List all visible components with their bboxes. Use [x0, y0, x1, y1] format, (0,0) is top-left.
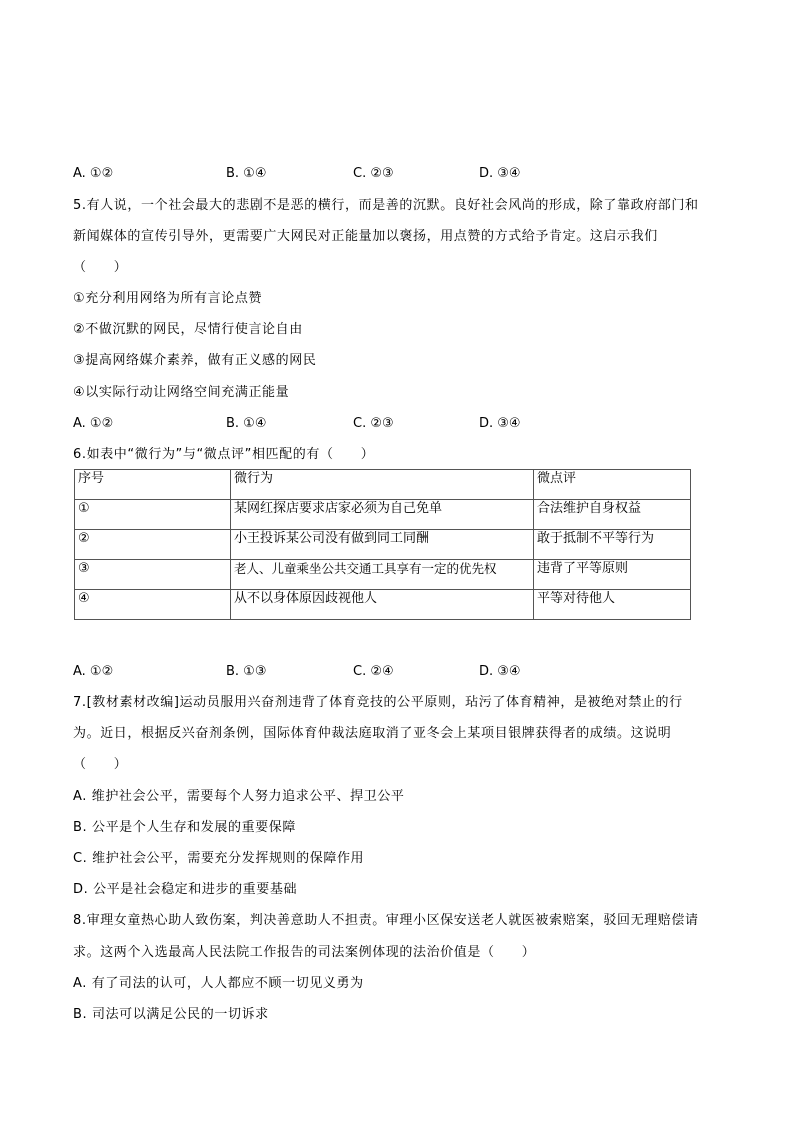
q8-stem-line1: 8.审理女童热心助人致伤案，判决善意助人不担责。审理小区保安送老人就医被索赔案，驳回无理赔偿请	[73, 913, 699, 928]
q7-choice-a: A. 维护社会公平，需要每个人努力追求公平、捍卫公平	[73, 789, 405, 804]
q5-answer-bracket: （ ）	[73, 260, 128, 275]
q4-option-b: B. ①④	[226, 166, 267, 181]
q5-stem-line1: 5.有人说，一个社会最大的悲剧不是恶的横行，而是善的沉默。良好社会风尚的形成，除了靠政府部门和	[73, 198, 699, 213]
q4-options	[73, 165, 633, 183]
table-header-cell: 序号	[75, 470, 231, 500]
q6-options	[73, 663, 633, 681]
q6-option-c: C. ②④	[353, 664, 394, 679]
table-header-row	[75, 470, 691, 500]
q6-stem: 6.如表中“微行为”与“微点评”相匹配的有（ ）	[73, 447, 375, 462]
table-row	[75, 560, 691, 590]
table-cell: ③	[75, 560, 231, 590]
q5-option-a: A. ①②	[73, 416, 114, 431]
q4-option-c: C. ②③	[353, 166, 394, 181]
q7-stem-line1: 7.[教材素材改编]运动员服用兴奋剂违背了体育竞技的公平原则，玷污了体育精神，是被绝对禁止的行	[73, 695, 683, 710]
table-cell: ④	[75, 590, 231, 620]
table-cell: 某网红探店要求店家必须为自己免单	[231, 500, 534, 530]
q5-option-c: C. ②③	[353, 416, 394, 431]
table-cell: 敢于抵制不平等行为	[534, 530, 691, 560]
q5-item-2: ②不做沉默的网民，尽情行使言论自由	[73, 322, 303, 337]
q6-option-b: B. ①③	[226, 664, 267, 679]
q7-stem-line2: 为。近日，根据反兴奋剂条例，国际体育仲裁法庭取消了亚冬会上某项目银牌获得者的成绩。这说明	[73, 726, 672, 741]
q8-choice-a: A. 有了司法的认可，人人都应不顾一切见义勇为	[73, 976, 364, 991]
table-cell: 从不以身体原因歧视他人	[231, 590, 534, 620]
table-row	[75, 530, 691, 560]
table-row	[75, 500, 691, 530]
q6-table	[74, 469, 691, 620]
q7-choice-c: C. 维护社会公平，需要充分发挥规则的保障作用	[73, 851, 365, 866]
table-header-cell: 微行为	[231, 470, 534, 500]
q8-stem-line2: 求。这两个入选最高人民法院工作报告的司法案例体现的法治价值是（ ）	[73, 945, 536, 960]
q4-option-d: D. ③④	[479, 166, 521, 181]
q5-stem-line2: 新闻媒体的宣传引导外，更需要广大网民对正能量加以褒扬，用点赞的方式给予肯定。这启示我们	[73, 229, 658, 244]
q7-answer-bracket: （ ）	[73, 757, 128, 772]
q4-option-a: A. ①②	[73, 166, 114, 181]
table-row	[75, 590, 691, 620]
q5-item-1: ①充分利用网络为所有言论点赞	[73, 291, 263, 306]
table-cell: ①	[75, 500, 231, 530]
q7-choice-d: D. 公平是社会稳定和进步的重要基础	[73, 882, 298, 897]
q8-choice-b: B. 司法可以满足公民的一切诉求	[73, 1007, 269, 1022]
q5-options	[73, 415, 633, 433]
table-cell: 平等对待他人	[534, 590, 691, 620]
q5-item-3: ③提高网络媒介素养，做有正义感的网民	[73, 353, 317, 368]
q6-option-a: A. ①②	[73, 664, 114, 679]
table-cell: 小王投诉某公司没有做到同工同酬	[231, 530, 534, 560]
table-cell: 老人、儿童乘坐公共交通工具享有一定的优先权	[231, 560, 534, 590]
q5-option-b: B. ①④	[226, 416, 267, 431]
q5-item-4: ④以实际行动让网络空间充满正能量	[73, 385, 290, 400]
q7-choice-b: B. 公平是个人生存和发展的重要保障	[73, 820, 296, 835]
q5-option-d: D. ③④	[479, 416, 521, 431]
table-header-cell: 微点评	[534, 470, 691, 500]
q6-option-d: D. ③④	[479, 664, 521, 679]
table-cell: 合法维护自身权益	[534, 500, 691, 530]
table-cell: ②	[75, 530, 231, 560]
table-cell: 违背了平等原则	[534, 560, 691, 590]
